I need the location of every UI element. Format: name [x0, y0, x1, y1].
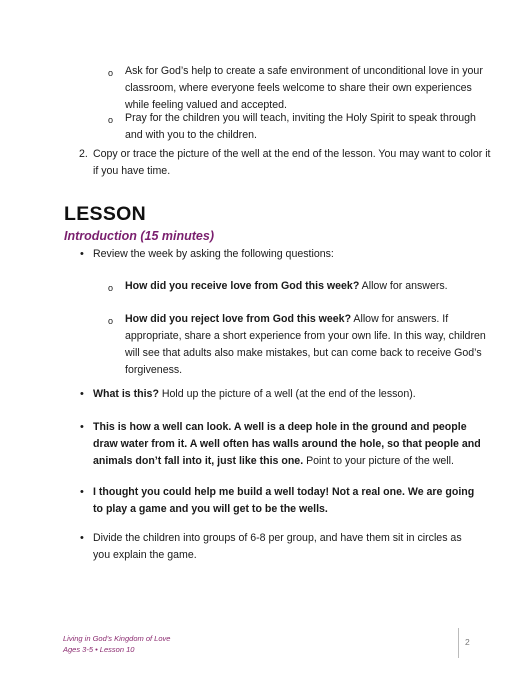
bullet-divide-groups: Divide the children into groups of 6-8 per group, and have them sit in circles as you explain the game.	[93, 532, 462, 561]
sub-list-item: Pray for the children you will teach, inviting the Holy Spirit to speak through and with you to the children.	[125, 112, 476, 141]
page-number: 2	[465, 637, 470, 647]
footer-divider	[458, 628, 459, 658]
footer-course-title: Living in God’s Kingdom of Love	[63, 634, 171, 643]
bullet-bold-text: This is how a well can look. A well is a deep hole in the ground and people draw water from it. A well often has walls around the hole, so that people and animals don’t fall into it, just like this one.	[93, 421, 481, 467]
question-note: Allow for answers.	[359, 280, 448, 292]
bullet-note: Hold up the picture of a well (at the end of the lesson).	[158, 388, 416, 400]
sub-bullet-marker: o	[108, 68, 114, 78]
bullet-marker: •	[80, 486, 84, 498]
page-footer	[63, 633, 170, 655]
bullet-what-is-this	[93, 386, 493, 403]
bullet-marker: •	[80, 248, 84, 260]
bullet-note: Point to your picture of the well.	[303, 455, 454, 467]
question-bold-text: How did you reject love from God this week?	[125, 313, 352, 325]
sub-bullet-marker: o	[108, 316, 114, 326]
footer-age-lesson: Ages 3-5 • Lesson 10	[63, 645, 135, 654]
bullet-bold-text: I thought you could help me build a well today! Not a real one. We are going to play a game and you will get to be the wells.	[93, 486, 475, 515]
sub-bullet-marker: o	[108, 283, 114, 293]
bullet-build-well	[93, 484, 478, 518]
review-bullet: Review the week by asking the following questions:	[93, 248, 334, 260]
lesson-heading: LESSON	[64, 203, 146, 225]
question-bold-text: How did you receive love from God this week?	[125, 280, 360, 292]
sub-list-item: Ask for God’s help to create a safe environment of unconditional love in your classroom, where everyone feels welcome to share their own experiences while feeling valued and accepted.	[125, 65, 483, 111]
bullet-marker: •	[80, 532, 84, 544]
list-number: 2.	[79, 148, 88, 160]
section-subheading: Introduction (15 minutes)	[64, 229, 214, 243]
bullet-well-description	[93, 419, 488, 470]
sub-bullet-marker: o	[108, 115, 114, 125]
list-item-copy-well: Copy or trace the picture of the well at the end of the lesson. You may want to color it if you have time.	[93, 148, 491, 177]
bullet-marker: •	[80, 388, 84, 400]
question-note: Allow for answers. If appropriate, share a short experience from your own life. In this way, children will see that adults also make mistakes, but can come back to receive God’s forgiveness.	[125, 313, 486, 376]
bullet-marker: •	[80, 421, 84, 433]
question-reject-love	[125, 311, 495, 379]
question-receive-love	[125, 278, 490, 295]
bullet-bold-text: What is this?	[93, 388, 159, 400]
